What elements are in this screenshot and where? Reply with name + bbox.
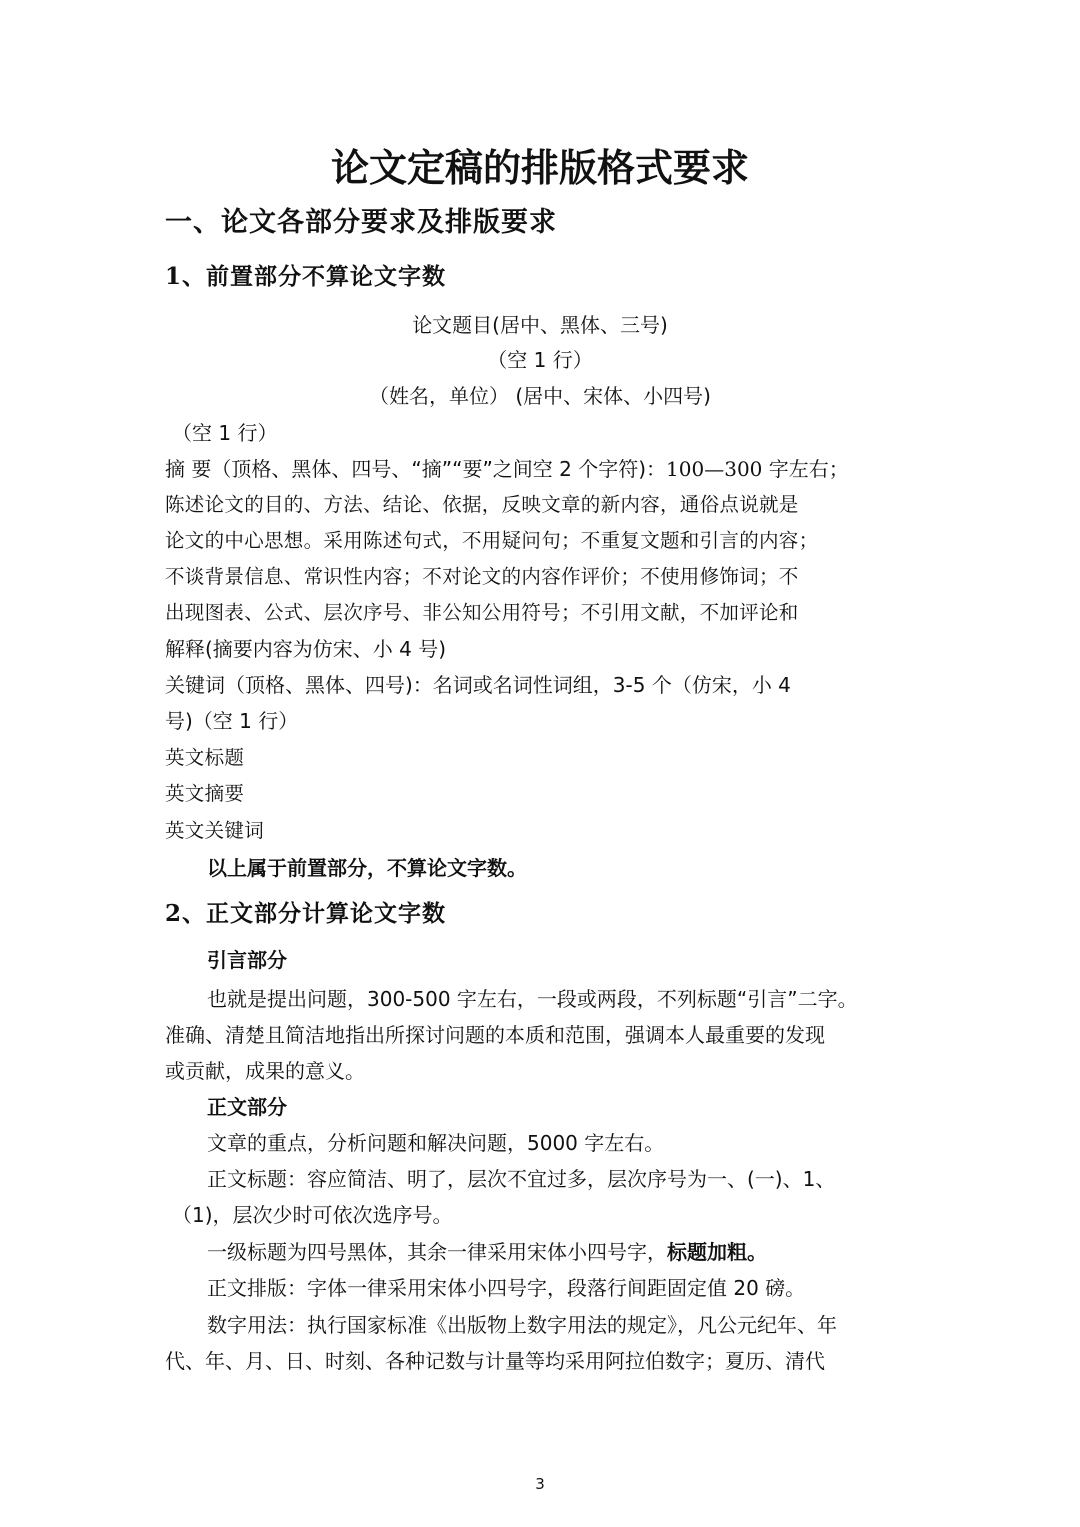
- intro-paragraph-line: 或贡献，成果的意义。: [165, 1059, 365, 1083]
- abstract-line: 陈述论文的目的、方法、结论、依据，反映文章的新内容，通俗点说就是: [165, 493, 799, 516]
- english-abstract-label: 英文摘要: [165, 782, 245, 805]
- abstract-line: 论文的中心思想。采用陈述句式，不用疑问句；不重复文题和引言的内容；: [165, 529, 819, 552]
- page-title: 论文定稿的排版格式要求: [330, 146, 749, 190]
- front-matter-note: 以上属于前置部分，不算论文字数。: [207, 856, 527, 880]
- intro-paragraph-line: 准确、清楚且简洁地指出所探讨问题的本质和范围，强调本人最重要的发现: [165, 1023, 825, 1047]
- abstract-label: 摘 要（顶格、黑体、四号、“摘”“要”之间空 2 个字符)：: [165, 457, 667, 481]
- main-paragraph-line: [207, 1236, 767, 1265]
- intro-paragraph-line: 也就是提出问题，300-500 字左右，一段或两段，不列标题“引言”二字。: [207, 987, 858, 1011]
- english-keywords-label: 英文关键词: [165, 819, 265, 842]
- keywords-line: 号)（空 1 行）: [165, 709, 299, 733]
- abstract-line: 出现图表、公式、层次序号、非公知公用符号；不引用文献，不加评论和: [165, 601, 799, 624]
- abstract-length: 100—300 字左右；: [666, 457, 849, 481]
- abstract-text-end: 解释: [165, 637, 205, 661]
- subsection-heading-2: 2、正文部分计算论文字数: [165, 900, 447, 927]
- abstract-line: [165, 633, 446, 662]
- english-title-label: 英文标题: [165, 746, 245, 769]
- main-paragraph-line: 代、年、月、日、时刻、各种记数与计量等均采用阿拉伯数字；夏历、清代: [165, 1349, 825, 1373]
- page-number: 3: [535, 1475, 545, 1493]
- section-heading-1: 一、论文各部分要求及排版要求: [165, 207, 557, 238]
- heading-rule-text: 一级标题为四号黑体，其余一律采用宋体小四号字，: [207, 1240, 667, 1264]
- main-paragraph-line: 正文标题：容应简洁、明了，层次不宜过多，层次序号为一、(一)、1、: [207, 1167, 836, 1191]
- front-author-format: （姓名，单位） (居中、宋体、小四号): [369, 384, 711, 408]
- abstract-line: 不谈背景信息、常识性内容；不对论文的内容作评价；不使用修饰词；不: [165, 565, 799, 588]
- abstract-format-note: (摘要内容为仿宋、小 4 号): [205, 637, 447, 661]
- front-title-format: 论文题目(居中、黑体、三号): [412, 313, 668, 337]
- main-paragraph-line: 正文排版：字体一律采用宋体小四号字，段落行间距固定值 20 磅。: [207, 1276, 806, 1300]
- main-paragraph-line: 文章的重点，分析问题和解决问题，5000 字左右。: [207, 1131, 665, 1155]
- heading-bold-note: 标题加粗。: [667, 1240, 767, 1264]
- subsection-heading-1: 1、前置部分不算论文字数: [165, 263, 447, 290]
- intro-heading: 引言部分: [207, 948, 287, 972]
- abstract-label-line: [165, 453, 849, 482]
- main-paragraph-line: （1)，层次少时可依次选序号。: [172, 1203, 453, 1227]
- main-heading: 正文部分: [207, 1095, 287, 1119]
- front-blank-line-1: （空 1 行）: [487, 348, 593, 372]
- front-blank-line-2: （空 1 行）: [172, 421, 278, 445]
- keywords-line: 关键词（顶格、黑体、四号)：名词或名词性词组，3-5 个（仿宋，小 4: [165, 673, 791, 697]
- main-paragraph-line: 数字用法：执行国家标准《出版物上数字用法的规定》，凡公元纪年、年: [207, 1313, 837, 1337]
